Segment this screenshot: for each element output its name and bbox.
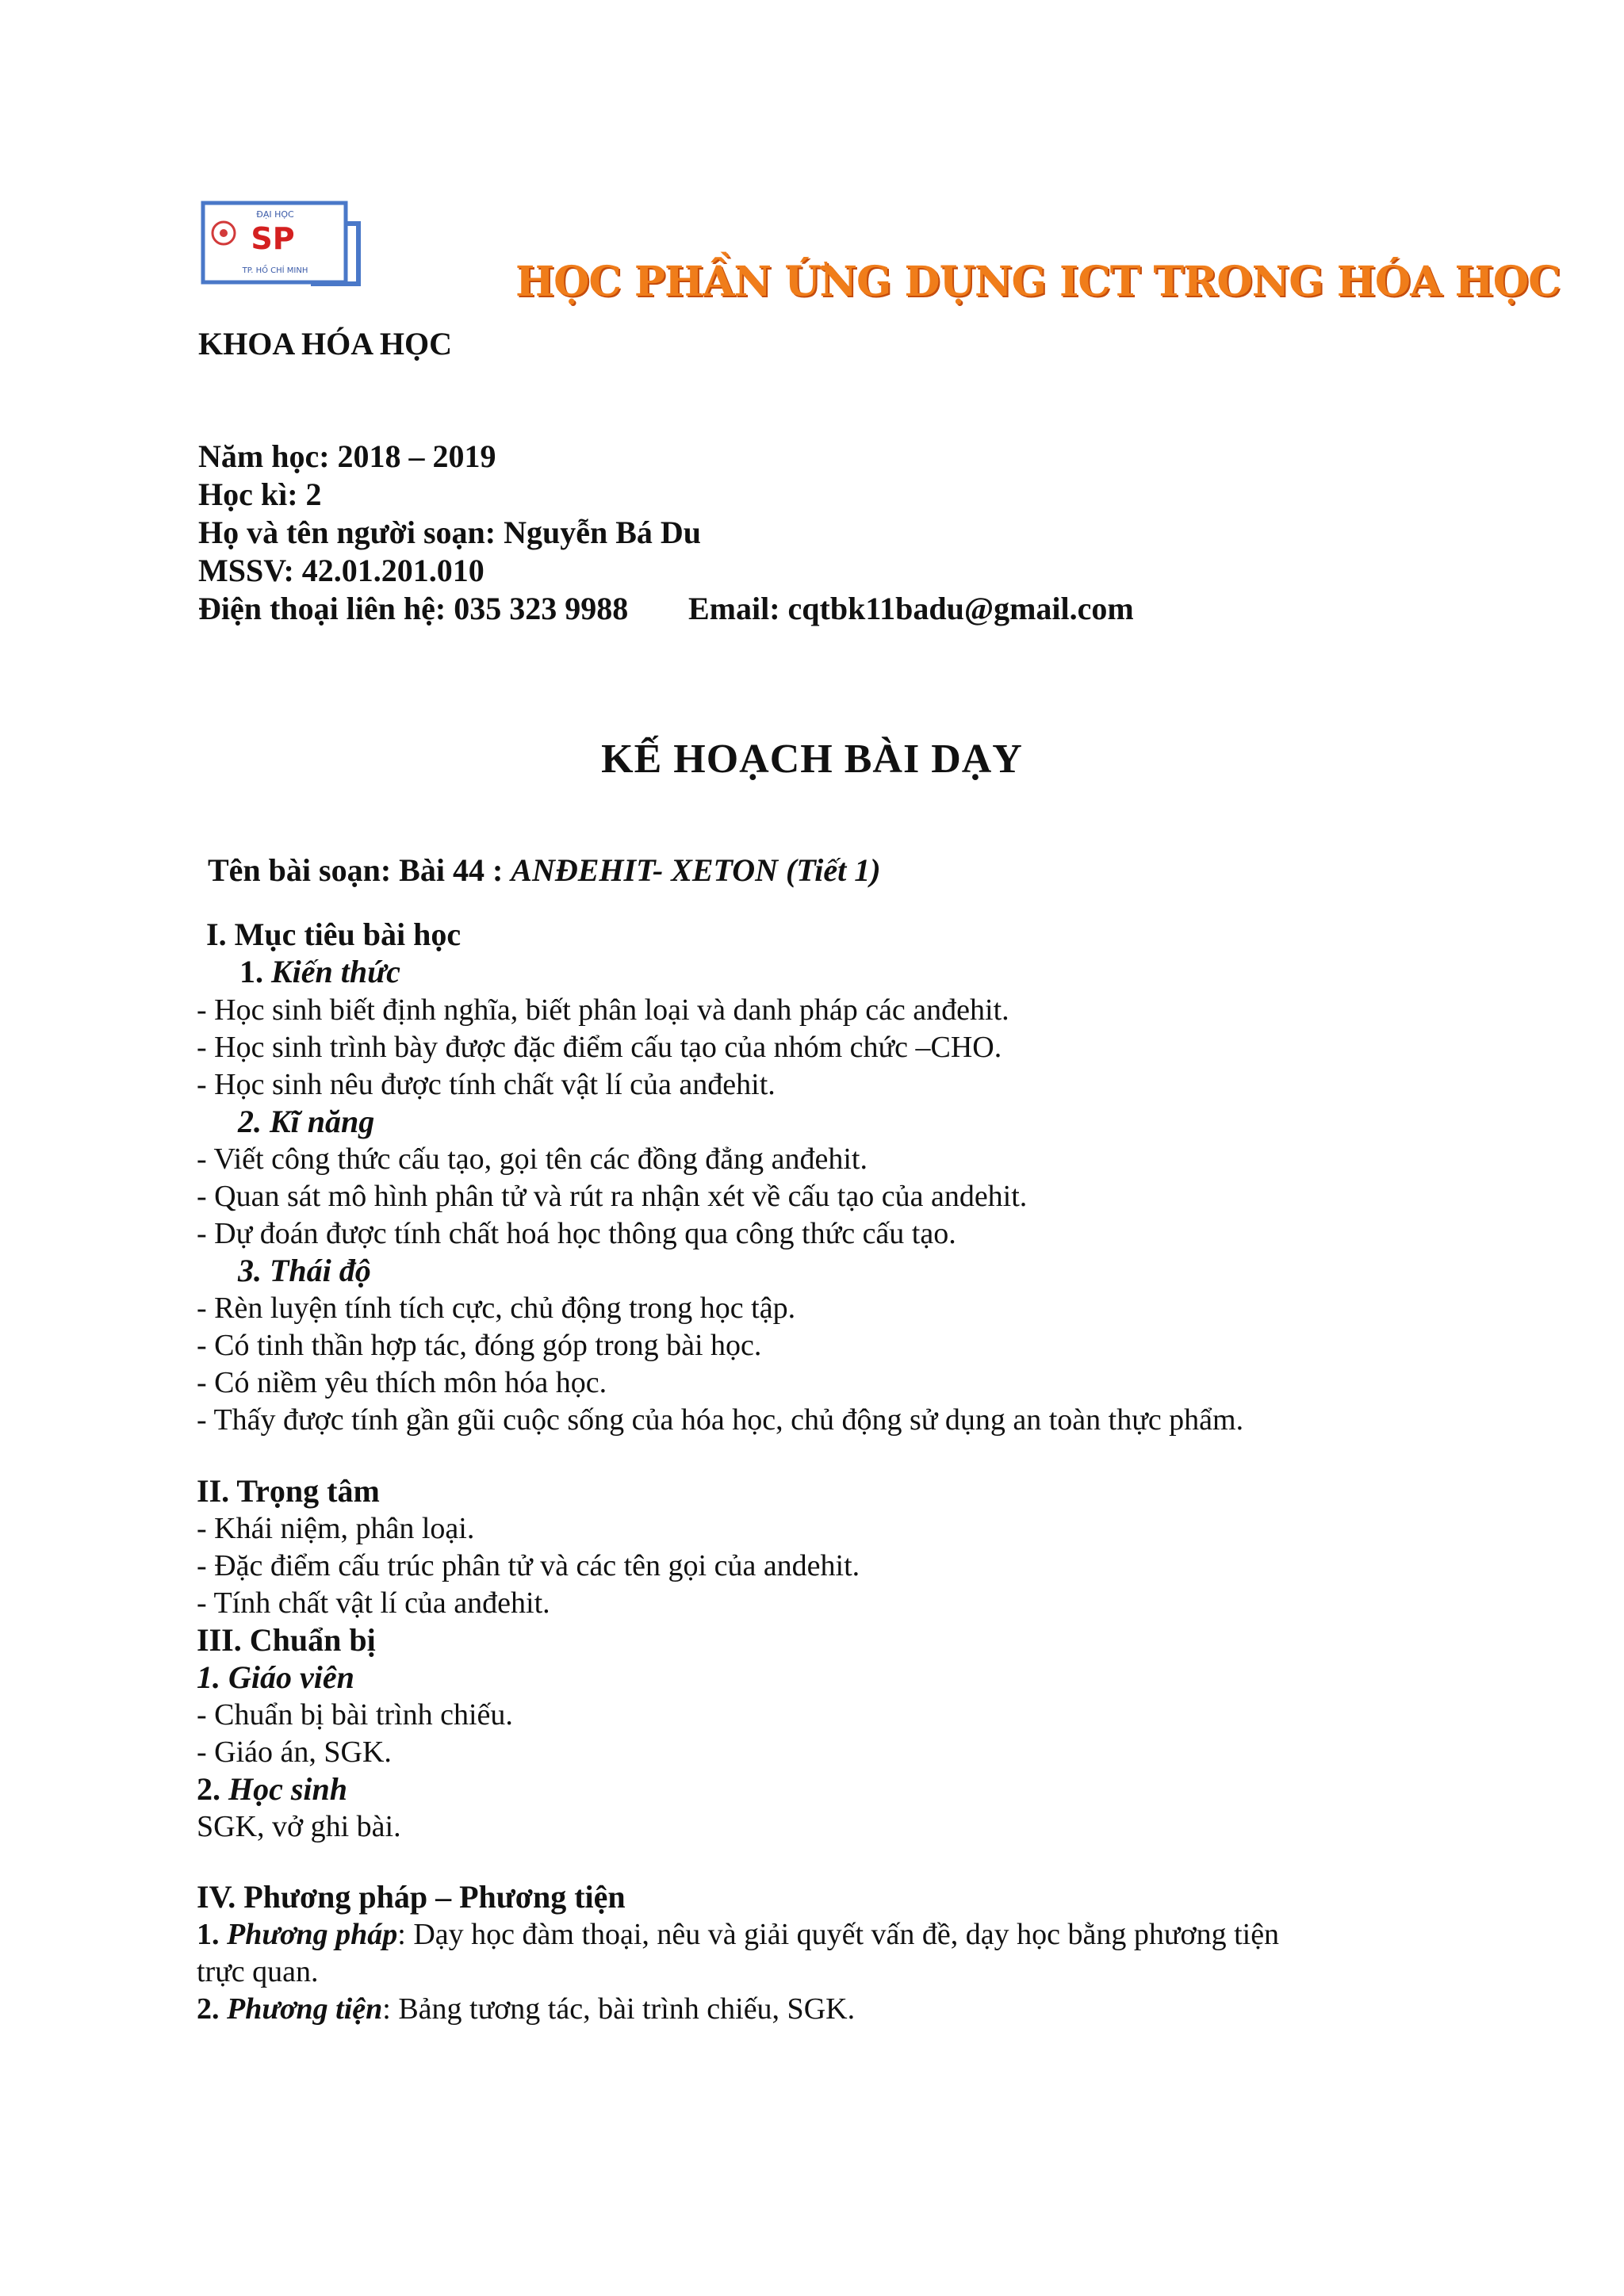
method-text-cont: trực quan. xyxy=(197,1955,319,1988)
logo-line2: TP. HỒ CHÍ MINH xyxy=(242,266,308,275)
attitude-item: - Rèn luyện tính tích cực, chủ động trong học tập. xyxy=(197,1292,796,1325)
student-title: Học sinh xyxy=(228,1771,348,1807)
author: Họ và tên người soạn: Nguyễn Bá Du xyxy=(198,515,702,550)
focus-item: - Khái niệm, phân loại. xyxy=(197,1512,475,1545)
lesson-name: ANĐEHIT- XETON (Tiết 1) xyxy=(511,852,881,888)
teacher-item: - Giáo án, SGK. xyxy=(197,1735,392,1769)
document-title: KẾ HOẠCH BÀI DẠY xyxy=(601,737,1023,782)
section2-heading: II. Trọng tâm xyxy=(197,1473,380,1509)
phone: Điện thoại liên hệ: 035 323 9988 xyxy=(198,591,629,626)
lesson-prefix: Tên bài soạn: Bài 44 : xyxy=(208,852,511,888)
course-banner: HỌC PHẦN ỨNG DỤNG ICT TRONG HÓA HỌC xyxy=(515,258,1561,306)
knowledge-title: Kiến thức xyxy=(271,954,400,989)
skills-item: - Dự đoán được tính chất hoá học thông qua công thức cấu tạo. xyxy=(197,1217,956,1250)
attitude-item: - Có tinh thần hợp tác, đóng góp trong bài học. xyxy=(197,1329,762,1362)
means-num: 2. xyxy=(197,1992,227,2026)
university-logo xyxy=(200,200,363,287)
means-text: : Bảng tương tác, bài trình chiếu, SGK. xyxy=(382,1992,856,2026)
student-num: 2. xyxy=(197,1771,228,1807)
focus-item: - Đặc điểm cấu trúc phân tử và các tên gọi của andehit. xyxy=(197,1549,860,1582)
attitude-item: - Thấy được tính gần gũi cuộc sống của hóa học, chủ động sử dụng an toàn thực phẩm. xyxy=(197,1403,1244,1437)
attitude-item: - Có niềm yêu thích môn hóa học. xyxy=(197,1366,607,1399)
means-label: Phương tiện xyxy=(227,1992,383,2026)
teacher-item: - Chuẩn bị bài trình chiếu. xyxy=(197,1698,513,1732)
method-text: : Dạy học đàm thoại, nêu và giải quyết vấn đề, dạy học bằng phương tiện xyxy=(397,1918,1280,1951)
method-num: 1. xyxy=(197,1918,227,1951)
section1-heading: I. Mục tiêu bài học xyxy=(206,916,462,952)
student-id: MSSV: 42.01.201.010 xyxy=(198,553,485,588)
section4-heading: IV. Phương pháp – Phương tiện xyxy=(197,1879,626,1915)
method-label: Phương pháp xyxy=(227,1918,398,1951)
department-name: KHOA HÓA HỌC xyxy=(198,326,453,362)
skills-item: - Quan sát mô hình phân tử và rút ra nhận xét về cấu tạo của andehit. xyxy=(197,1180,1028,1213)
semester: Học kì: 2 xyxy=(198,476,322,512)
email: Email: cqtbk11badu@gmail.com xyxy=(688,591,1134,626)
logo-line1: ĐẠI HỌC xyxy=(256,209,294,220)
logo-graphic xyxy=(200,200,363,287)
means-line xyxy=(197,1991,855,2027)
lesson-title xyxy=(208,851,881,889)
teacher-heading: 1. Giáo viên xyxy=(197,1659,354,1695)
section3-heading: III. Chuẩn bị xyxy=(197,1622,376,1658)
skills-item: - Viết công thức cấu tạo, gọi tên các đồng đẳng anđehit. xyxy=(197,1142,868,1176)
student-heading xyxy=(197,1771,347,1808)
focus-item: - Tính chất vật lí của anđehit. xyxy=(197,1586,550,1620)
logo-mark: SP xyxy=(251,221,295,256)
knowledge-item: - Học sinh nêu được tính chất vật lí của anđehit. xyxy=(197,1068,776,1101)
attitude-heading: 3. Thái độ xyxy=(238,1253,371,1288)
student-text: SGK, vở ghi bài. xyxy=(197,1810,401,1843)
knowledge-item: - Học sinh trình bày được đặc điểm cấu tạo của nhóm chức –CHO. xyxy=(197,1031,1002,1064)
knowledge-num: 1. xyxy=(239,954,271,989)
knowledge-item: - Học sinh biết định nghĩa, biết phân loại và danh pháp các anđehit. xyxy=(197,993,1009,1027)
knowledge-heading xyxy=(239,954,400,990)
method-line xyxy=(197,1916,1279,1953)
school-year: Năm học: 2018 – 2019 xyxy=(198,438,496,474)
skills-heading: 2. Kĩ năng xyxy=(238,1104,375,1139)
